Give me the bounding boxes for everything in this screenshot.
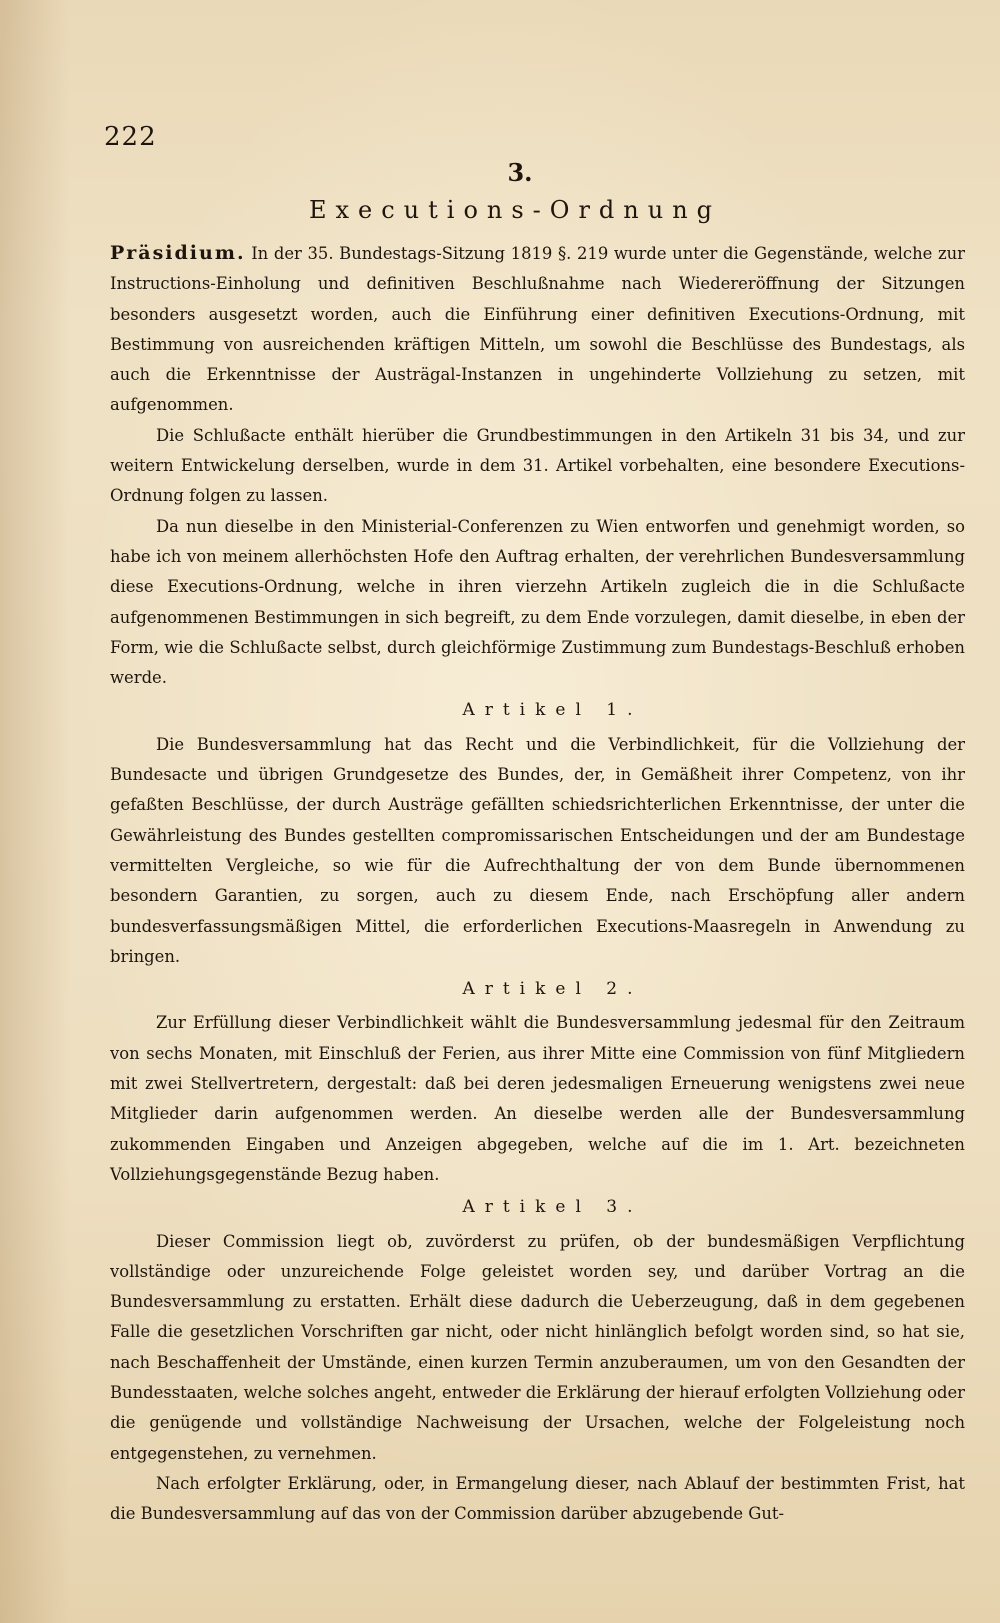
article-2-heading: Artikel 2. [462, 979, 643, 1000]
speaker-label: Präsidium. [110, 242, 246, 264]
article-3-paragraph-2: Nach erfolgter Erklärung, oder, in Ermangelung dieser, nach Ablauf der bestimmten Frist, hat die Bundesversammlung auf das von der Commission darüber abzugebende Gut- [110, 1473, 965, 1524]
article-1-paragraph-1: Die Bundesversammlung hat das Recht und die Verbindlichkeit, für die Vollziehung der Bundesacte und übrigen Grundgesetze des Bundes, der, in Gemäßheit ihrer Competenz, von ihr gefaßten Beschlüsse, der durch Austräge gefällten schiedsrichterlichen Erkenntnisse, der unter die Gewährleistung des Bundes gestellten compromissarischen Entscheidungen und der am Bundestage vermittelten Vergleiche, so wie für die Aufrechthaltung der von dem Bunde übernommenen besondern Garantien, zu sorgen, auch zu diesem Ende, nach Erschöpfung aller andern bundesverfassungsmäßigen Mittel, die erforderlichen Executions-Maasregeln in Anwendung zu bringen. [110, 734, 965, 966]
page-body [110, 238, 965, 1529]
page-edge-shadow [0, 0, 70, 1623]
article-1-heading: Artikel 1. [462, 700, 643, 721]
section-number: 3. [507, 158, 533, 187]
section-title: Executions-Ordnung [308, 196, 722, 224]
article-3-paragraph-1: Dieser Commission liegt ob, zuvörderst zu prüfen, ob der bundesmäßigen Verpflichtung vollständige oder unzureichende Folge geleistet worden sey, und darüber Vortrag an die Bundesversammlung zu erstatten. Erhält diese dadurch die Ueberzeugung, daß in dem gegebenen Falle die gesetzlichen Vorschriften gar nicht, oder nicht hinlänglich befolgt worden sind, so hat sie, nach Beschaffenheit der Umstände, einen kurzen Termin anzuberaumen, um von den Gesandten der Bundesstaaten, welche solches angeht, entweder die Erklärung der hierauf erfolgten Vollziehung oder die genügende und vollständige Nachweisung der Ursachen, welche der Folgeleistung noch entgegenstehen, zu vernehmen. [110, 1231, 965, 1463]
intro-paragraph-2: Die Schlußacte enthält hierüber die Grundbestimmungen in den Artikeln 31 bis 34, und zur weitern Entwickelung derselben, wurde in dem 31. Artikel vorbehalten, eine besondere Executions-Ordnung folgen zu lassen. [110, 425, 965, 506]
intro-paragraph-3: Da nun dieselbe in den Ministerial-Conferenzen zu Wien entworfen und genehmigt worden, so habe ich von meinem allerhöchsten Hofe den Auftrag erhalten, der verehrlichen Bundesversammlung diese Executions-Ordnung, welche in ihren vierzehn Artikeln zugleich die in die Schlußacte aufgenommenen Bestimmungen in sich begreift, zu dem Ende vorzulegen, damit dieselbe, in eben der Form, wie die Schlußacte selbst, durch gleichförmige Zustimmung zum Bundestags-Beschluß erhoben werde. [110, 516, 965, 688]
article-2-paragraph-1: Zur Erfüllung dieser Verbindlichkeit wählt die Bundesversammlung jedesmal für den Zeitraum von sechs Monaten, mit Einschluß der Ferien, aus ihrer Mitte eine Commission von fünf Mitgliedern mit zwei Stellvertretern, dergestalt: daß bei deren jedesmaligen Erneuerung wenigstens zwei neue Mitglieder darin aufgenommen werden. An dieselbe werden alle der Bundesversammlung zukommenden Eingaben und Anzeigen abgegeben, welche auf die im 1. Art. bezeichneten Vollziehungsgegenstände Bezug haben. [110, 1013, 965, 1184]
article-3-heading: Artikel 3. [462, 1197, 643, 1218]
intro-text-1: In der 35. Bundestags-Sitzung 1819 §. 219 wurde unter die Gegenstände, welche zur Instructions-Einholung und definitiven Beschlußnahme nach Wiedereröffnung der Sitzungen besonders ausgesetzt worden, auch die Einführung einer definitiven Executions-Ordnung, mit Bestimmung von ausreichenden kräftigen Mitteln, um sowohl die Beschlüsse des Bundestags, als auch die Erkenntnisse der Austrägal-Instanzen in ungehinderte Vollziehung zu setzen, mit aufgenommen. [110, 244, 965, 415]
intro-paragraph-1 [110, 238, 965, 421]
page-number: 222 [104, 122, 157, 152]
